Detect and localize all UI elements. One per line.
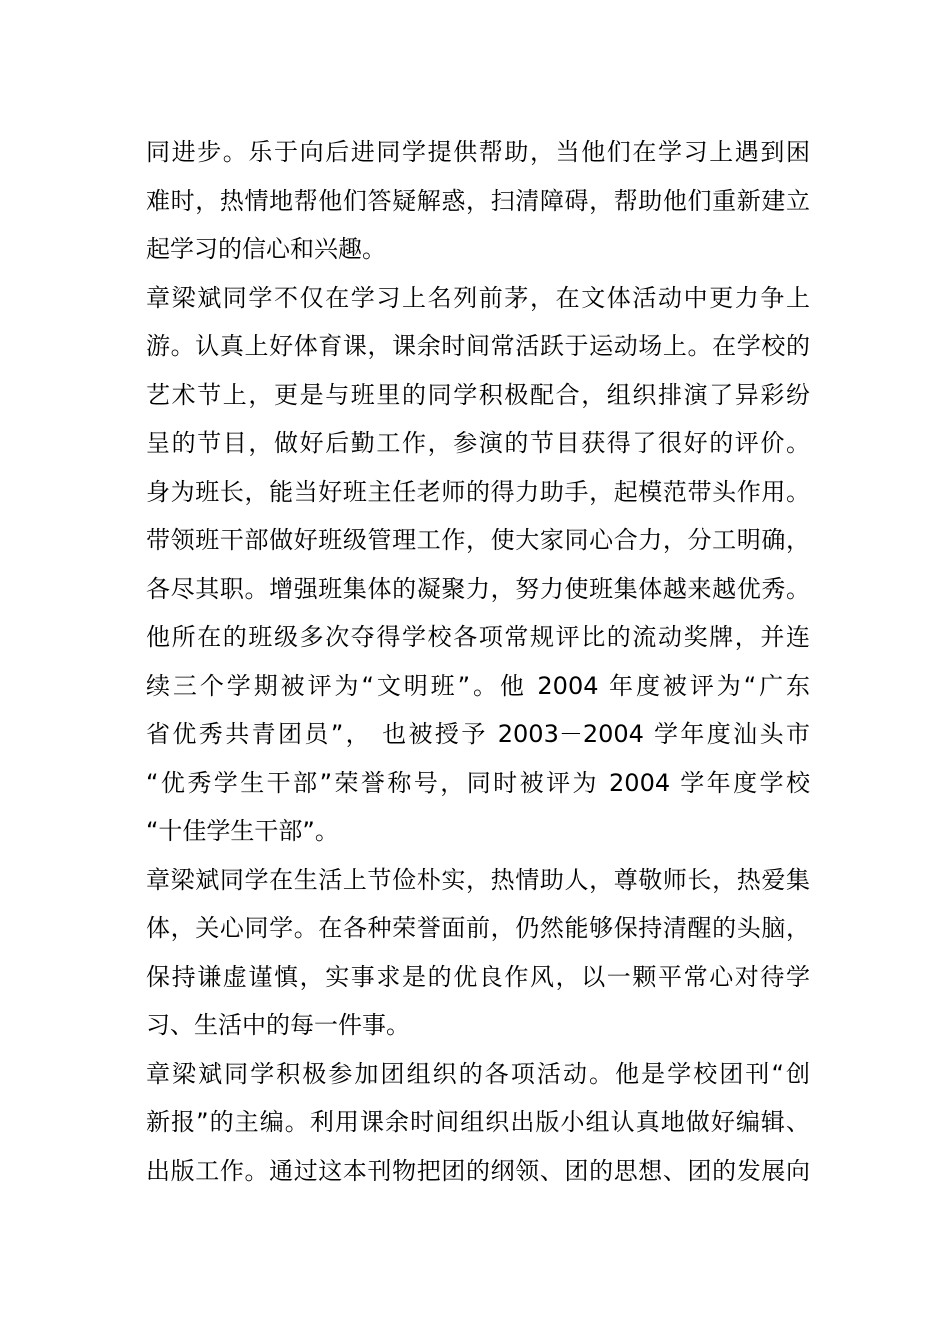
- text-line: 他所在的班级多次夺得学校各项常规评比的流动奖牌，并连: [146, 623, 810, 651]
- text-line: 身为班长，能当好班主任老师的得力助手，起模范带头作用。: [146, 477, 810, 506]
- text-line: 艺术节上，更是与班里的同学积极配合，组织排演了异彩纷: [146, 380, 810, 409]
- document-body: [146, 128, 810, 1195]
- text-line: 章梁斌同学积极参加团组织的各项活动。他是学校团刊“创: [146, 1059, 810, 1088]
- text-line: 省优秀共青团员”， 也被授予 2003－2004 学年度汕头市: [146, 720, 810, 748]
- text-line: 起学习的信心和兴趣。: [146, 235, 386, 263]
- text-line: 章梁斌同学在生活上节俭朴实，热情助人，尊敬师长，热爱集: [146, 865, 810, 894]
- paragraph-4: [146, 1050, 810, 1196]
- text-line: 出版工作。通过这本刊物把团的纲领、团的思想、团的发展向: [146, 1156, 810, 1185]
- text-line: 难时，热情地帮他们答疑解惑，扫清障碍，帮助他们重新建立: [146, 186, 810, 215]
- text-line: 各尽其职。增强班集体的凝聚力，努力使班集体越来越优秀。: [146, 574, 810, 603]
- text-line: 游。认真上好体育课，课余时间常活跃于运动场上。在学校的: [146, 332, 810, 360]
- text-line: 同进步。乐于向后进同学提供帮助，当他们在学习上遇到困: [146, 138, 810, 166]
- text-line: 呈的节目，做好后勤工作，参演的节目获得了很好的评价。: [146, 429, 810, 457]
- paragraph-1: [146, 128, 810, 274]
- paragraph-3: [146, 856, 810, 1050]
- text-line: 体，关心同学。在各种荣誉面前，仍然能够保持清醒的头脑，: [146, 914, 810, 942]
- text-line: 续三个学期被评为“文明班”。他 2004 年度被评为“广东: [146, 671, 810, 700]
- text-line: 带领班干部做好班级管理工作，使大家同心合力，分工明确，: [146, 526, 810, 554]
- paragraph-2: [146, 274, 810, 856]
- text-line: 保持谦虚谨慎，实事求是的优良作风，以一颗平常心对待学: [146, 962, 810, 991]
- text-line: 习、生活中的每一件事。: [146, 1011, 410, 1039]
- text-line: “十佳学生干部”。: [146, 817, 339, 845]
- text-line: “优秀学生干部”荣誉称号，同时被评为 2004 学年度学校: [146, 768, 810, 797]
- text-line: 章梁斌同学不仅在学习上名列前茅，在文体活动中更力争上: [146, 283, 810, 312]
- text-line: 新报”的主编。利用课余时间组织出版小组认真地做好编辑、: [146, 1108, 810, 1136]
